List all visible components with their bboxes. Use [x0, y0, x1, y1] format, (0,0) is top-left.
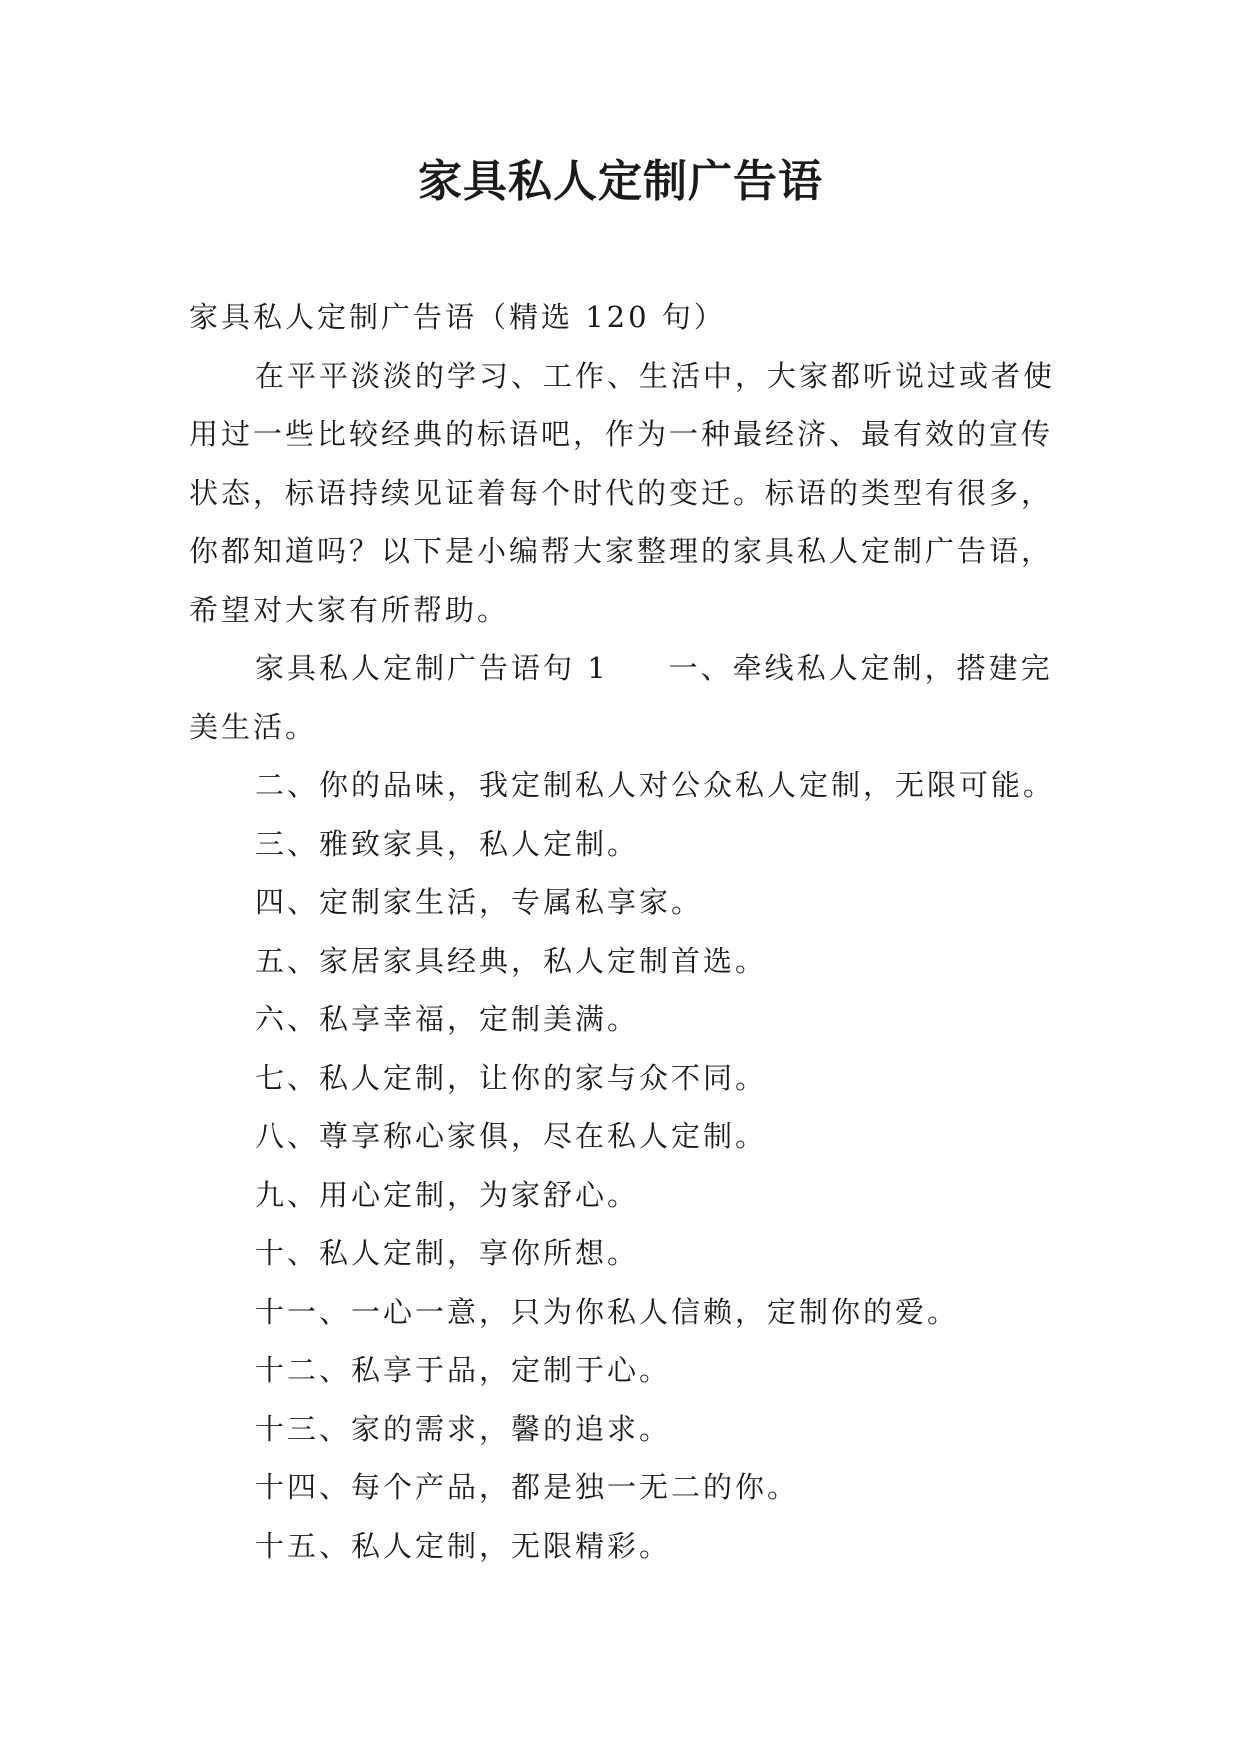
subtitle-line: 家具私人定制广告语（精选 120 句）: [189, 300, 726, 334]
document-title: 家具私人定制广告语: [418, 156, 823, 207]
list-item: 四、定制家生活，专属私享家。: [255, 885, 704, 919]
list-item: 十五、私人定制，无限精彩。: [255, 1528, 672, 1563]
section-heading: 家具私人定制广告语句 1: [255, 651, 609, 685]
first-item: 一、牵线私人定制，搭建完美生活。: [189, 651, 1053, 744]
list-item: 二、你的品味，我定制私人对公众私人定制，无限可能。: [255, 768, 1056, 802]
list-item: 九、用心定制，为家舒心。: [255, 1177, 640, 1212]
intro-paragraph: 在平平淡淡的学习、工作、生活中，大家都听说过或者使用过一些比较经典的标语吧，作为一种最经济、最有效的宣传状态，标语持续见证着每个时代的变迁。标语的类型有很多，你都知道吗？以下是小编帮大家整理的家具私人定制广告语，希望对大家有所帮助。: [189, 358, 1056, 627]
document-body: [189, 288, 1061, 1575]
list-item: 五、家居家具经典，私人定制首选。: [255, 943, 768, 978]
list-item: 十二、私享于品，定制于心。: [255, 1353, 672, 1387]
list-item: 八、尊享称心家俱，尽在私人定制。: [255, 1119, 768, 1153]
list-item: 七、私人定制，让你的家与众不同。: [255, 1060, 768, 1095]
list-item: 十、私人定制，享你所想。: [255, 1236, 640, 1270]
section-paragraph: [189, 639, 1061, 756]
list-item: 三、雅致家具，私人定制。: [255, 826, 640, 861]
list-item: 六、私享幸福，定制美满。: [255, 1002, 640, 1036]
list-item: 十四、每个产品，都是独一无二的你。: [255, 1470, 800, 1504]
list-item: 十三、家的需求，馨的追求。: [255, 1411, 672, 1446]
list-item: 十一、一心一意，只为你私人信赖，定制你的爱。: [255, 1294, 960, 1329]
